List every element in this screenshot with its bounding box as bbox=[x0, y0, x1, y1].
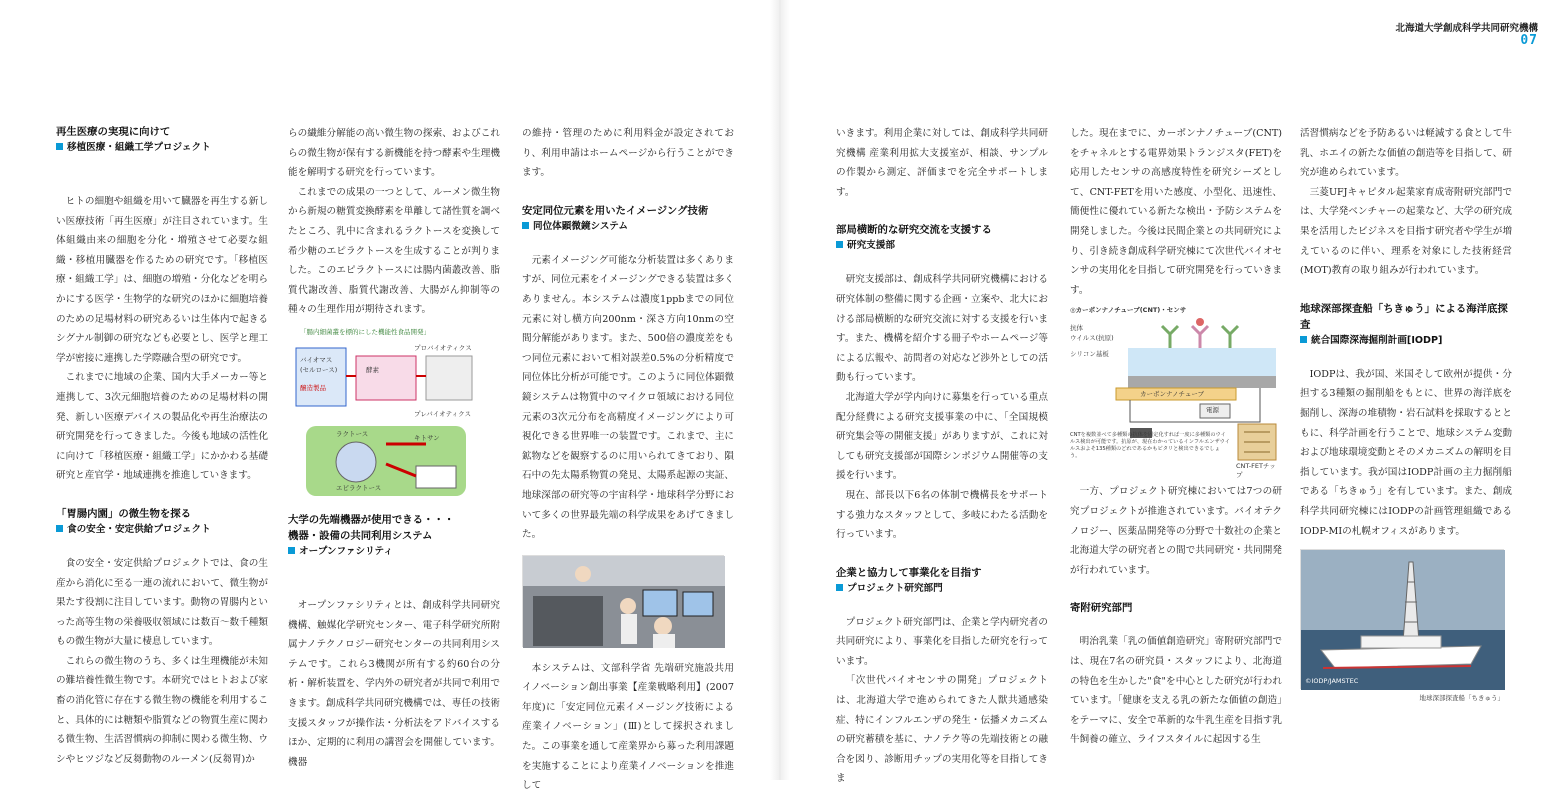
diagram-label: プレバイオティクス bbox=[414, 409, 472, 418]
subsection-open-facility: オープンファシリティ bbox=[288, 544, 500, 560]
diagram-note: CNTを複数並べて多種類の抗体を固定化すれば一度に多種類のウイルス検出が可能です。抗原が、現在わかっているインフルエンザウイルスおよそ135種類のどれであるかもピタリと検出できるでしょう。 bbox=[1070, 432, 1230, 460]
paragraph: 活習慣病などを予防あるいは軽減する食として牛乳、ホエイの新たな価値の創造等を目指して、研究が進められています。 bbox=[1300, 128, 1512, 179]
diagram-label: 醸造製品 bbox=[300, 383, 326, 392]
cnt-sensor-diagram bbox=[1070, 304, 1280, 480]
subsection-research-support: 研究支援部 bbox=[836, 238, 1048, 254]
column-3 bbox=[522, 124, 734, 796]
paragraph: 三菱UFJキャピタル起業家育成寄附研究部門では、大学発ベンチャーの起業など、大学の研究成果を活用したビジネスを目指す研究者や学生が増えているのに伴い、理系を対象にした技術経営(MOT)教育の取り組みが行われています。 bbox=[1300, 186, 1512, 277]
paragraph: 本システムは、文部科学省 先端研究施設共用イノベーション創出事業【産業戦略利用】(2007年度)に「安定同位元素イメージング技術による産業イノベーション」(Ⅲ)として採択されました。この事業を通して産業界から募った利用課題を実施することにより産業イノベーションを推進して bbox=[522, 662, 734, 792]
chikyu-ship-photo bbox=[1300, 549, 1504, 689]
section-title-regenerative: 再生医療の実現に向けて bbox=[56, 126, 171, 138]
paragraph: これらの微生物のうち、多くは生理機能が未知の難培養性微生物です。本研究ではヒトおよび家畜の消化管に存在する微生物の機能を利用すること、具体的には糖類や脂質などの物質生産に関わる微生物、生活習慣病の抑制に関わる微生物、ウシやヒツジなど反芻動物のルーメン(反芻胃)か bbox=[56, 655, 268, 765]
diagram-label: 酵素 bbox=[366, 365, 379, 374]
subsection-isotope-microscope: 同位体顕微鏡システム bbox=[522, 219, 734, 235]
paragraph: した。現在までに、カーボンナノチューブ(CNT)をチャネルとする電界効果トランジスタ(FET)を応用したセンサの高感度特性を研究シーズとして、CNT-FETを用いた感度、小型化、迅速性、簡便性に優れている新たな検出・予防システムを開発しました。今後は民間企業との共同研究により、引き続き創成科学研究棟にて次世代バイオセンサの実用化を目指して研究開発を行っていきます。 bbox=[1070, 128, 1282, 296]
paragraph: 北海道大学が学内向けに募集を行っている重点配分経費による研究支援事業の中に、「全国規模研究集会等の開催支援」がありますが、これに対しても研究支援部が国際シンポジウム開催等の支援を行います。 bbox=[836, 391, 1048, 482]
diagram-label: カーボンナノチューブ bbox=[1140, 390, 1205, 399]
paragraph: これまでの成果の一つとして、ルーメン微生物から新規の糖質変換酵素を単離して諸性質を調べたところ、乳中に含まれるラクトースを変換して希少糖のエピラクトースを生成することが判りました。このエピラクトースには腸内菌叢改善、脂質代謝改善、脂質代謝改善、大腸がん抑制等の種々の生理作用が期待されます。 bbox=[288, 186, 500, 316]
paragraph: らの繊維分解能の高い微生物の探索、およびこれらの微生物が保有する新機能を持つ酵素や生理機能を解明する研究を行っています。 bbox=[288, 128, 500, 179]
paragraph: プロジェクト研究部門は、企業と学内研究者の共同研究により、事業化を目指した研究を行っています。 bbox=[836, 616, 1048, 667]
paragraph: これまでに地域の企業、国内大手メーカー等と連携して、3次元細胞培養のための足場材料の開発、新しい医療デバイスの製品化や再生治療法の研究開発を行ってきました。今後も地域の活性化に向けて「移植医療・組織工学」にかかわる基礎研究と産官学・地域連携を推進していきます。 bbox=[56, 372, 268, 482]
diagram-label: エピラクトース bbox=[336, 483, 382, 492]
bullet-square-icon bbox=[836, 241, 843, 248]
section-title-chikyu: 地球深部探査船「ちきゅう」による海洋底探査 bbox=[1300, 302, 1508, 331]
subsection-transplant: 移植医療・組織工学プロジェクト bbox=[56, 140, 268, 156]
diagram-label: バイオマス bbox=[300, 355, 333, 364]
subsection-food-safety: 食の安全・安定供給プロジェクト bbox=[56, 522, 268, 538]
diagram-title: 「腸内細菌叢を標的にした機能性食品開発」 bbox=[300, 327, 430, 336]
subsection-iodp: 統合国際深海掘削計画[IODP] bbox=[1300, 333, 1512, 349]
diagram-label: ウイルス(抗原) bbox=[1070, 334, 1114, 343]
column-5 bbox=[1070, 124, 1282, 750]
paragraph: オープンファシリティとは、創成科学共同研究機構、触媒化学研究センター、電子科学研究所附属ナノテクノロジー研究センターの共同利用システムです。これら3機関が所有する約60台の分析・解析装置を、学内外の研究者が共同で利用できます。創成科学共同研究機構では、専任の技術支援スタッフが操作法・分析法をアドバイスするほか、定期的に利用の講習会を開催しています。機器 bbox=[288, 599, 500, 768]
functional-food-diagram bbox=[296, 326, 474, 498]
section-title-research-support: 部局横断的な研究交流を支援する bbox=[836, 224, 992, 237]
section-title-endowed: 寄附研究部門 bbox=[1070, 602, 1133, 615]
column-2 bbox=[288, 124, 500, 772]
diagram-label: ラクトース bbox=[336, 429, 369, 438]
photo-graphics bbox=[1301, 550, 1505, 690]
section-title-facility-1: 大学の先端機器が使用できる・・・ bbox=[288, 513, 455, 526]
bullet-square-icon bbox=[288, 547, 295, 554]
paragraph: 「次世代バイオセンサの開発」プロジェクトは、北海道大学で進められてきた人獣共通感染症、特にインフルエンザの発生・伝播メカニズムの研究蓄積を基に、ナノテク等の先端技術との融合を図り、診断用チップの実用化等を目指してきま bbox=[836, 675, 1048, 785]
diagram-title: ◎カーボンナノチューブ(CNT)・センサ bbox=[1070, 306, 1187, 315]
section-title-commercialization: 企業と協力して事業化を目指す bbox=[836, 566, 982, 579]
paragraph: ヒトの細胞や組織を用いて臓器を再生する新しい医療技術「再生医療」が注目されています。生体組織由来の細胞を分化・増殖させて必要な組織・移植用臓器を作るための研究です。「移植医療・組織工学」は、細胞の増殖・分化などを明らかにする医学・生物学的な研究のほかに細胞培養のための足場材料の研究あるいは生体内で起きるシグナル制御の研究なども必要とし、医学と理工学が密接に連携した学際融合型の研究です。 bbox=[56, 196, 268, 364]
diagram-label: (セルロース) bbox=[300, 365, 338, 374]
photo-caption: 地球深部探査船「ちきゅう」 bbox=[1419, 694, 1504, 703]
column-6 bbox=[1300, 124, 1512, 703]
paragraph: いきます。利用企業に対しては、創成科学共同研究機構 産業利用拡大支援室が、相談、サンプルの作製から測定、評価までを完全サポートします。 bbox=[836, 128, 1048, 198]
left-page bbox=[0, 0, 760, 792]
paragraph: 元素イメージング可能な分析装置は多くありますが、同位元素をイメージングできる装置は多くありません。本システムは濃度1ppbまでの同位元素に対し横方向200nm・深さ方向10nmの空間分解能があります。また、500倍の濃度差をもつ同位元素において相対誤差0.5%の分析精度で同位体比分析が可能です。このように同位体顕微鏡システムは物質中のマイクロ領域における同位元素の3次元分布を高精度イメージングにより可視化できる世界唯一の装置です。これまで、主に鉱物などを観察するのに用いられてきており、隕石中の先太陽系物質の発見、太陽系起源の実証、地球深部の研究等の宇宙科学・地球科学分野において多くの世界最先端の科学成果をあげてきました。 bbox=[522, 254, 734, 541]
paragraph: IODPは、我が国、米国そして欧州が提供・分担する3種類の掘削船をもとに、世界の海洋底を掘削し、深海の堆積物・岩石試料を採取するとともに、科学計画を行うことで、地球システム変動および地球環境変動とそのメカニズムの解明を目指しています。我が国はIODP計画の主力掘削船である「ちきゅう」を有しています。また、創成科学共同研究棟にはIODPの計画管理組織であるIODP-MIの札幌オフィスがあります。 bbox=[1300, 368, 1512, 537]
diagram-label: プロバイオティクス bbox=[414, 343, 472, 352]
column-4 bbox=[836, 124, 1048, 789]
paragraph: 現在、部長以下6名の体制で機構長をサポートする強力なスタッフとして、多岐にわたる活動を行っています。 bbox=[836, 489, 1048, 541]
bullet-square-icon bbox=[56, 143, 63, 150]
diagram-label: CNT-FETチップ bbox=[1236, 462, 1276, 480]
paragraph: の維持・管理のために利用料金が設定されており、利用申請はホームページから行うことができます。 bbox=[522, 128, 734, 179]
page-gutter bbox=[770, 0, 790, 780]
photo-graphics bbox=[523, 556, 725, 648]
bullet-square-icon bbox=[836, 584, 843, 591]
organization-name: 北海道大学創成科学共同研究機構 bbox=[1395, 23, 1538, 34]
lab-equipment-photo bbox=[522, 555, 724, 647]
diagram-label: 抗体 bbox=[1070, 324, 1083, 333]
diagram-label: キトサン bbox=[414, 433, 440, 442]
section-title-facility-2: 機器・設備の共同利用システム bbox=[288, 529, 433, 542]
column-1 bbox=[56, 124, 268, 769]
subsection-project-research: プロジェクト研究部門 bbox=[836, 581, 1048, 597]
section-title-isotope: 安定同位元素を用いたイメージング技術 bbox=[522, 204, 709, 217]
section-title-microbes: 「胃腸内園」の微生物を探る bbox=[56, 507, 192, 520]
paragraph: 研究支援部は、創成科学共同研究機構における研究体制の整備に関する企画・立案や、北大における部局横断的な研究交流に対する支援を行います。また、機構を紹介する冊子やホームページ等による広報や、訪問者の対応など渉外としての活動も行っています。 bbox=[836, 274, 1048, 384]
diagram-label: シリコン基板 bbox=[1070, 350, 1109, 359]
right-page bbox=[790, 0, 1560, 785]
photo-credit: ©IODP/JAMSTEC bbox=[1305, 677, 1359, 686]
bullet-square-icon bbox=[522, 222, 529, 229]
bullet-square-icon bbox=[1300, 336, 1307, 343]
paragraph: 明治乳業「乳の価値創造研究」寄附研究部門では、現在7名の研究員・スタッフにより、北海道の特色を生かした"食"を中心とした研究が行われています。「健康を支える乳の新たな価値の創造」をテーマに、安全で革新的な牛乳生産を目指す乳牛飼養の確立、ライフスタイルに起因する生 bbox=[1070, 636, 1282, 746]
diagram-label: 電源 bbox=[1206, 406, 1219, 415]
page-number: 07 bbox=[1520, 33, 1538, 48]
bullet-square-icon bbox=[56, 525, 63, 532]
paragraph: 一方、プロジェクト研究棟においては7つの研究プロジェクトが推進されています。バイオテクノロジー、医薬品開発等の分野で十数社の企業と北海道大学の研究者との間で共同研究・共同開発が行われています。 bbox=[1070, 486, 1282, 576]
paragraph: 食の安全・安定供給プロジェクトでは、食の生産から消化に至る一連の流れにおいて、微生物が果たす役割に注目しています。動物の胃腸内といった高等生物の栄養吸収領域には数百〜数千種類もの微生物が大量に棲息しています。 bbox=[56, 557, 268, 648]
